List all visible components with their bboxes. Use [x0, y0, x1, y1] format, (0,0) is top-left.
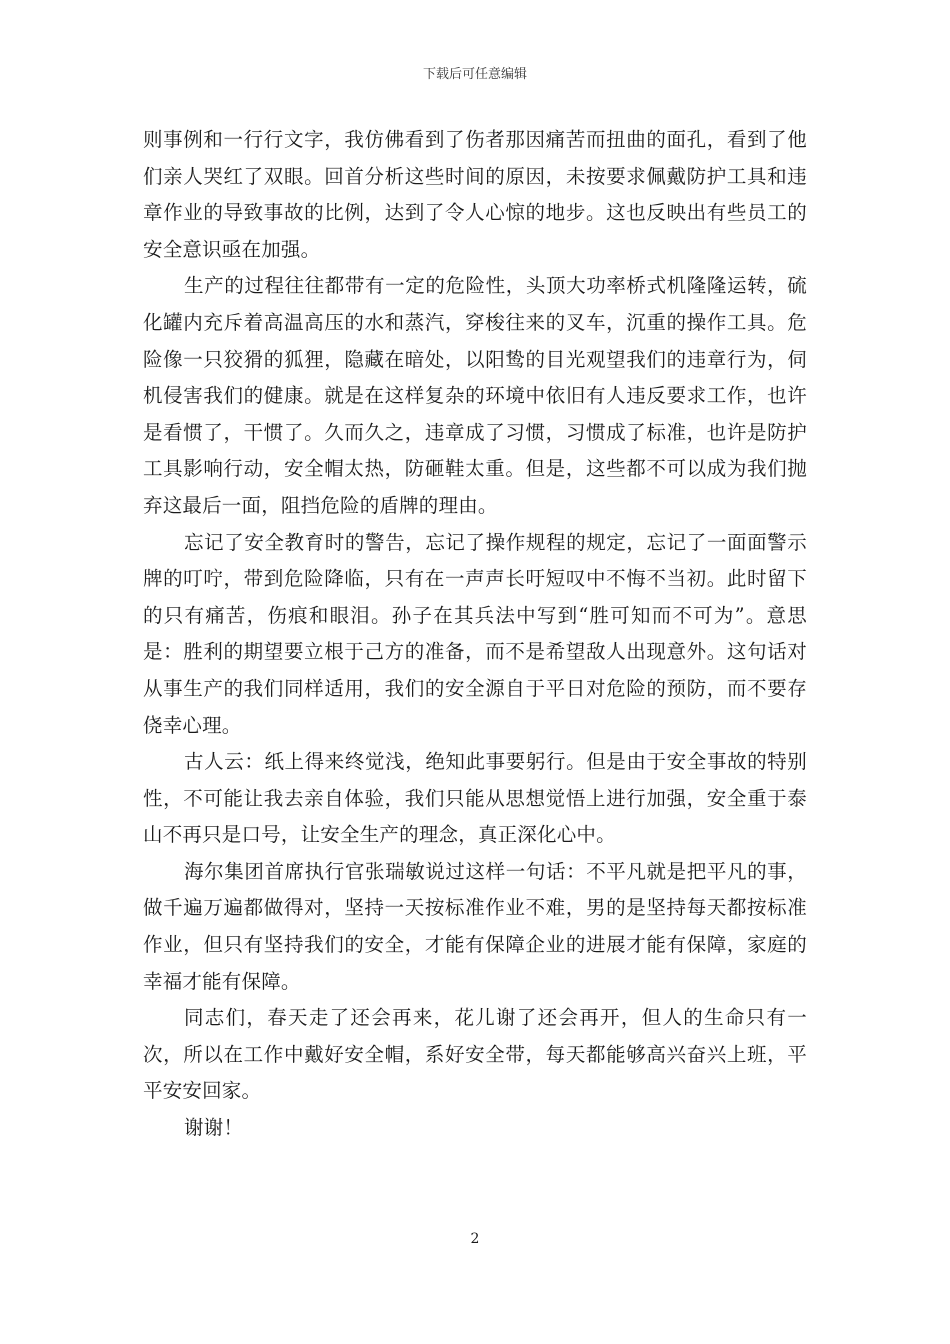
- paragraph-continued: 则事例和一行行文字，我仿佛看到了伤者那因痛苦而扭曲的面孔，看到了他们亲人哭红了双眼。回首分析这些时间的原因，未按要求佩戴防护工具和违章作业的导致事故的比例，达到了令人心惊的地步。这也反映出有些员工的安全意识亟在加强。: [143, 128, 807, 261]
- document-body: [143, 122, 807, 1147]
- paragraph: 生产的过程往往都带有一定的危险性，头顶大功率桥式机隆隆运转，硫化罐内充斥着高温高压的水和蒸汽，穿梭往来的叉车，沉重的操作工具。危险像一只狡猾的狐狸，隐藏在暗处，以阳鸷的目光观望我们的违章行为，伺机侵害我们的健康。就是在这样复杂的环境中依旧有人违反要求工作，也许是看惯了，干惯了。久而久之，违章成了习惯，习惯成了标准，也许是防护工具影响行动，安全帽太热，防砸鞋太重。但是，这些都不可以成为我们抛弃这最后一面，阻挡危险的盾牌的理由。: [143, 274, 807, 517]
- page-number: 2: [470, 1231, 480, 1247]
- page-header: 下载后可任意编辑: [422, 67, 527, 82]
- paragraph: 忘记了安全教育时的警告，忘记了操作规程的规定，忘记了一面面警示牌的叮咛，带到危险降临，只有在一声声长吁短叹中不悔不当初。此时留下的只有痛苦，伤痕和眼泪。孙子在其兵法中写到“胜可知而不可为”。意思是：胜利的期望要立根于己方的准备，而不是希望敌人出现意外。这句话对从事生产的我们同样适用，我们的安全源自于平日对危险的预防，而不要存侥幸心理。: [143, 530, 807, 737]
- closing-thanks: 谢谢！: [184, 1116, 244, 1140]
- paragraph: 古人云：纸上得来终觉浅，绝知此事要躬行。但是由于安全事故的特别性，不可能让我去亲自体验，我们只能从思想觉悟上进行加强，安全重于泰山不再只是口号，让安全生产的理念，真正深化心中。: [143, 750, 807, 847]
- paragraph: 海尔集团首席执行官张瑞敏说过这样一句话：不平凡就是把平凡的事，做千遍万遍都做得对，坚持一天按标准作业不难，男的是坚持每天都按标准作业，但只有坚持我们的安全，才能有保障企业的进展才能有保障，家庭的幸福才能有保障。: [143, 859, 807, 993]
- paragraph: 同志们，春天走了还会再来，花儿谢了还会再开，但人的生命只有一次，所以在工作中戴好安全帽，系好安全带，每天都能够高兴奋兴上班，平平安安回家。: [143, 1006, 807, 1103]
